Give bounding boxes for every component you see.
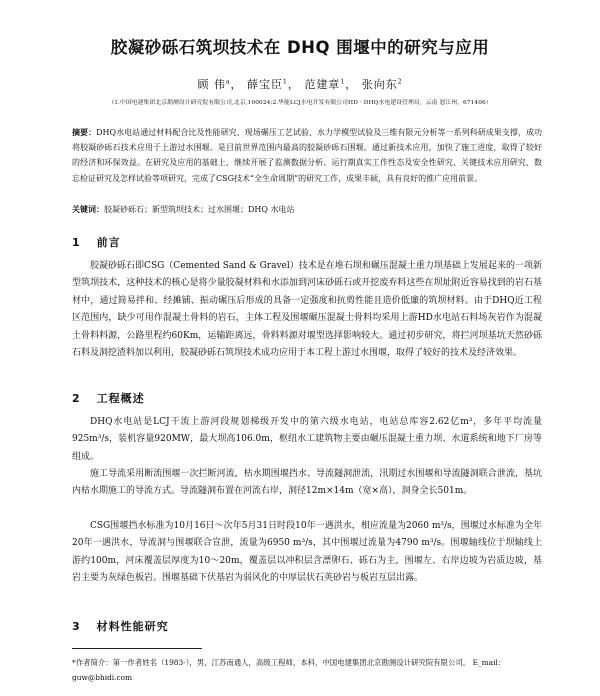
section-number: 3: [72, 620, 81, 633]
author-4: 张向东: [361, 78, 398, 91]
author-3: 范建章: [304, 78, 341, 91]
author-4-mark: 2: [397, 78, 403, 86]
keywords-text: 胶凝砂砾石；新型筑坝技术；过水围堰；DHQ 水电站: [104, 205, 295, 214]
author-1-mark: a: [225, 78, 231, 86]
author-footnote: *作者简介：第一作者姓名（1983-），男，江苏南通人，高级工程师，本科，中国电建集团北京勘测设计研究院有限公司。 E_mail：guw@bhidi.com: [72, 658, 506, 682]
author-2-mark: 1: [283, 78, 288, 86]
abstract: [72, 125, 542, 186]
author-2: 薛宝臣: [247, 78, 284, 91]
section-title: 材料性能研究: [96, 620, 169, 633]
section-2-paragraph-2: 施工导流采用断流围堰一次拦断河流，枯水期围堰挡水、导流隧洞泄流，汛期过水围堰和导流隧洞联合泄流，基坑内枯水期施工的导流方式。导流隧洞布置在河流右岸，洞径12m×14m（宽×高），洞身全长501m。: [72, 469, 542, 497]
section-heading-1: [72, 234, 121, 250]
keywords: [72, 202, 542, 217]
author-3-mark: 1: [340, 78, 346, 86]
keywords-label: 关键词：: [72, 205, 104, 214]
author-1: 顾 伟: [197, 78, 226, 91]
section-title: 前言: [96, 236, 121, 249]
affiliation: （1.中国电建集团北京勘测设计研究院有限公司,北京,100024;2.华能LCJ水电开发有限公司HD · DHQ水电建设管理局，云南 怒江州，671406）: [108, 100, 492, 106]
section-number: 2: [72, 392, 81, 405]
paper-title: 胶凝砂砾石筑坝技术在 DHQ 围堰中的研究与应用: [110, 38, 490, 57]
abstract-text: DHQ水电站通过材料配合比及性能研究、现场碾压工艺试验、水力学模型试验及三维有限元分析等一系列科研成果支撑，成功将胶凝砂砾石技术应用于上游过水围堰。是目前世界范围内最高的胶凝砂砾石围堰。通过新技术应用，加快了施工进度，取得了较好的经济和环保效益。在研究及应用的基础上，继续开展了监测数据分析、运行期真实工作性态及安全性研究、关键技术应用研究、数忘检证研究及怎样试验等项研究，完成了CSG技术“全生命周期”的研究工作，成果丰硕，具有良好的推广应用前景。: [72, 128, 542, 183]
section-number: 1: [72, 236, 81, 249]
section-1-paragraph: 胶凝砂砾石即CSG（Cemented Sand & Gravel）技术是在堆石坝和碾压混凝土重力坝基础上发展起来的一项新型筑坝技术，这种技术的核心是将少量胶凝材料和水添加到河床砂砾石或开挖废弃料这些在坝址附近容易找到的岩石基材中，通过简易拌和、经摊铺、振动碾压后形成的具备一定强度和抗剪性能且造价低廉的筑坝材料。由于DHQ近工程区范围内，缺少可用作混凝土骨料的岩石，主体工程及围堰碾压混凝土骨料均采用上游HD水电站石料场灰岩作为混凝土骨料料源，公路里程约60Km，运输距离远，骨料料源对堰型选择影响较大。通过初步研究，将拦河坝基坑天然砂砾石料及洞挖渣料加以利用，胶凝砂砾石筑坝技术成功应用于本工程上游过水围堰，取得了较好的技术及经济效果。: [72, 261, 542, 359]
abstract-label: 摘要：: [72, 128, 97, 137]
section-2-paragraph-1: DHQ水电站是LCJ干流上游河段规划梯级开发中的第六级水电站，电站总库容2.62亿m³，多年平均流量925m³/s，装机容量920MW，最大坝高106.0m，枢纽水工建筑物主要由碾压混凝土重力坝、水道系统和地下厂房等组成。: [72, 417, 542, 462]
section-title: 工程概述: [96, 392, 145, 405]
section-2-paragraph-3: CSG围堰挡水标准为10月16日～次年5月31日时段10年一遇洪水，相应流量为2060 m³/s，围堰过水标准为全年20年一遇洪水，导流洞与围堰联合宣泄，流量为6950 m³/s，其中围堰过流量为4790 m³/s。围堰轴线位于坝轴线上游约100m，河床覆盖层厚度为10～20m，覆盖层以冲积层含漂卵石、砾石为主，围堰左、右岸边坡为岩质边坡，基岩主要为灰绿色板岩。围堰基础下伏基岩为弱风化的中厚层状石英砂岩与板岩互层出露。: [72, 521, 542, 584]
section-heading-2: [72, 390, 145, 406]
footnote-rule: [72, 648, 202, 649]
section-heading-3: [72, 618, 169, 634]
author-line: 顾 伟$^a$， 薛宝臣$^1$， 范建章$^1$， 张向东$^2$: [197, 78, 403, 91]
